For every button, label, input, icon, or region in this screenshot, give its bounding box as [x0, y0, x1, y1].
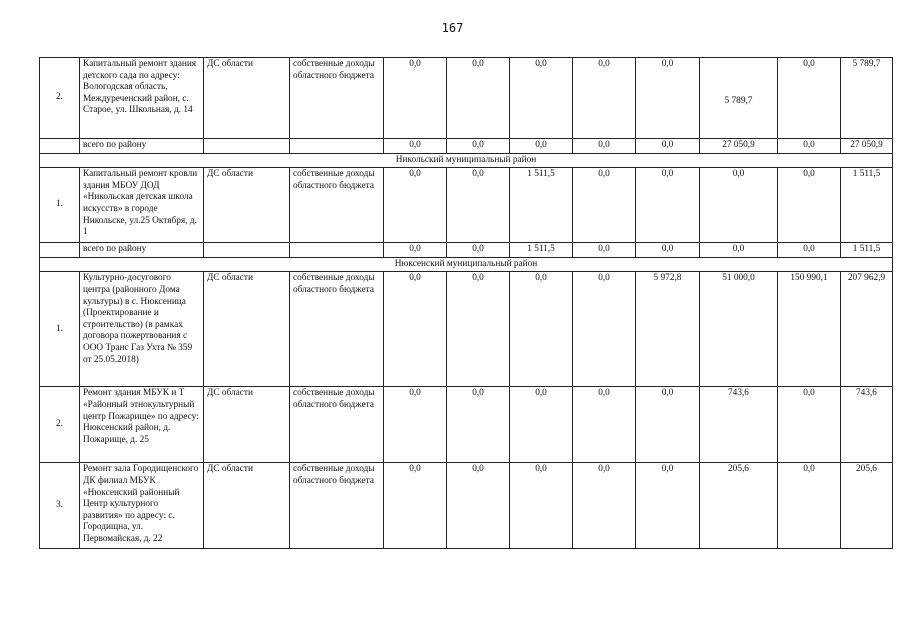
value-cell: 0,0 — [573, 168, 636, 243]
funding-source: ДС области — [204, 387, 290, 463]
value-cell: 0,0 — [447, 243, 510, 258]
value-cell: 0,0 — [447, 272, 510, 387]
value-cell: 0,0 — [636, 387, 700, 463]
row-number: 1. — [40, 168, 80, 243]
value-cell: 0,0 — [510, 463, 573, 549]
value-cell: 1 511,5 — [510, 243, 573, 258]
object-name: Капитальный ремонт кровли здания МБОУ ДОД «Никольская детская школа искусств» в городе Никольске, ул.25 Октября, д. 1 — [80, 168, 204, 243]
value-cell: 0,0 — [384, 139, 447, 154]
value-cell: 0,0 — [447, 139, 510, 154]
value-cell: 0,0 — [636, 243, 700, 258]
value-cell: 0,0 — [384, 58, 447, 139]
object-name: Ремонт зала Городищенского ДК филиал МБУК «Нюксенский районный Центр культурного развития» по адресу: с. Городищна, ул. Первомайская, д. 22 — [80, 463, 204, 549]
funding-source: ДС области — [204, 168, 290, 243]
value-cell: 1 511,5 — [841, 243, 893, 258]
budget-table — [39, 57, 893, 549]
value-cell: 0,0 — [778, 58, 841, 139]
value-cell: 0,0 — [778, 463, 841, 549]
value-cell: 1 511,5 — [841, 168, 893, 243]
table-body — [40, 58, 893, 549]
total-row — [40, 139, 893, 154]
funding-type: собственные доходы областного бюджета — [290, 168, 384, 243]
value-cell: 1 511,5 — [510, 168, 573, 243]
value-cell: 0,0 — [778, 243, 841, 258]
funding-source: ДС области — [204, 272, 290, 387]
value-cell: 0,0 — [573, 387, 636, 463]
value-cell: 0,0 — [636, 139, 700, 154]
object-name: Ремонт здания МБУК и Т «Районный этнокультурный центр Пожарище» по адресу: Нюксенский район, д. Пожарище, д. 25 — [80, 387, 204, 463]
funding-type: собственные доходы областного бюджета — [290, 272, 384, 387]
row-number — [40, 139, 80, 154]
value-cell: 5 789,7 — [700, 58, 778, 139]
funding-source: ДС области — [204, 58, 290, 139]
value-cell: 5 972,8 — [636, 272, 700, 387]
object-name: Культурно-досугового центра (районного Дома культуры) в с. Нюксеница (Проектирование и строительство) (в рамках договора пожертвования с ООО Транс Газ Ухта № 359 от 25.05.2018) — [80, 272, 204, 387]
table-row — [40, 463, 893, 549]
value-cell: 743,6 — [700, 387, 778, 463]
value-cell: 0,0 — [573, 463, 636, 549]
page-number: 167 — [441, 21, 464, 35]
funding-type — [290, 243, 384, 258]
value-cell: 0,0 — [573, 139, 636, 154]
value-cell: 205,6 — [700, 463, 778, 549]
value-cell: 0,0 — [510, 139, 573, 154]
object-name: Капитальный ремонт здания детского сада по адресу: Вологодская область, Междуреченский район, с. Старое, ул. Школьная, д. 14 — [80, 58, 204, 139]
section-row — [40, 257, 893, 272]
value-cell: 0,0 — [573, 243, 636, 258]
value-cell: 0,0 — [700, 168, 778, 243]
value-cell: 0,0 — [510, 387, 573, 463]
value-cell: 0,0 — [447, 387, 510, 463]
value-cell: 0,0 — [384, 243, 447, 258]
value-cell: 0,0 — [510, 58, 573, 139]
section-row — [40, 153, 893, 168]
total-label: всего по району — [80, 139, 204, 154]
value-cell: 0,0 — [384, 168, 447, 243]
table-row — [40, 387, 893, 463]
value-cell: 0,0 — [384, 387, 447, 463]
funding-source — [204, 139, 290, 154]
row-number: 1. — [40, 272, 80, 387]
value-cell: 0,0 — [384, 272, 447, 387]
value-cell: 0,0 — [510, 272, 573, 387]
funding-type: собственные доходы областного бюджета — [290, 387, 384, 463]
table-row — [40, 272, 893, 387]
value-cell: 27 050,9 — [700, 139, 778, 154]
value-cell: 27 050,9 — [841, 139, 893, 154]
value-cell: 51 000,0 — [700, 272, 778, 387]
value-cell: 0,0 — [778, 387, 841, 463]
value-cell: 0,0 — [636, 463, 700, 549]
funding-source: ДС области — [204, 463, 290, 549]
value-cell: 0,0 — [778, 168, 841, 243]
section-title: Нюксенский муниципальный район — [40, 257, 893, 272]
funding-type: собственные доходы областного бюджета — [290, 58, 384, 139]
value-cell: 0,0 — [636, 58, 700, 139]
value-cell: 150 990,1 — [778, 272, 841, 387]
funding-type — [290, 139, 384, 154]
value-cell: 0,0 — [573, 272, 636, 387]
value-cell: 207 962,9 — [841, 272, 893, 387]
funding-type: собственные доходы областного бюджета — [290, 463, 384, 549]
value-cell: 0,0 — [447, 58, 510, 139]
row-number: 2. — [40, 58, 80, 139]
row-number — [40, 243, 80, 258]
value-cell: 5 789,7 — [841, 58, 893, 139]
section-title: Никольский муниципальный район — [40, 153, 893, 168]
value-cell: 0,0 — [447, 168, 510, 243]
row-number: 2. — [40, 387, 80, 463]
value-cell: 0,0 — [636, 168, 700, 243]
table-row — [40, 58, 893, 139]
total-row — [40, 243, 893, 258]
value-cell: 0,0 — [778, 139, 841, 154]
row-number: 3. — [40, 463, 80, 549]
value-cell: 743,6 — [841, 387, 893, 463]
value-cell: 0,0 — [447, 463, 510, 549]
value-cell: 0,0 — [573, 58, 636, 139]
value-cell: 0,0 — [700, 243, 778, 258]
value-cell: 0,0 — [384, 463, 447, 549]
funding-source — [204, 243, 290, 258]
total-label: всего по району — [80, 243, 204, 258]
value-cell: 205,6 — [841, 463, 893, 549]
table-row — [40, 168, 893, 243]
